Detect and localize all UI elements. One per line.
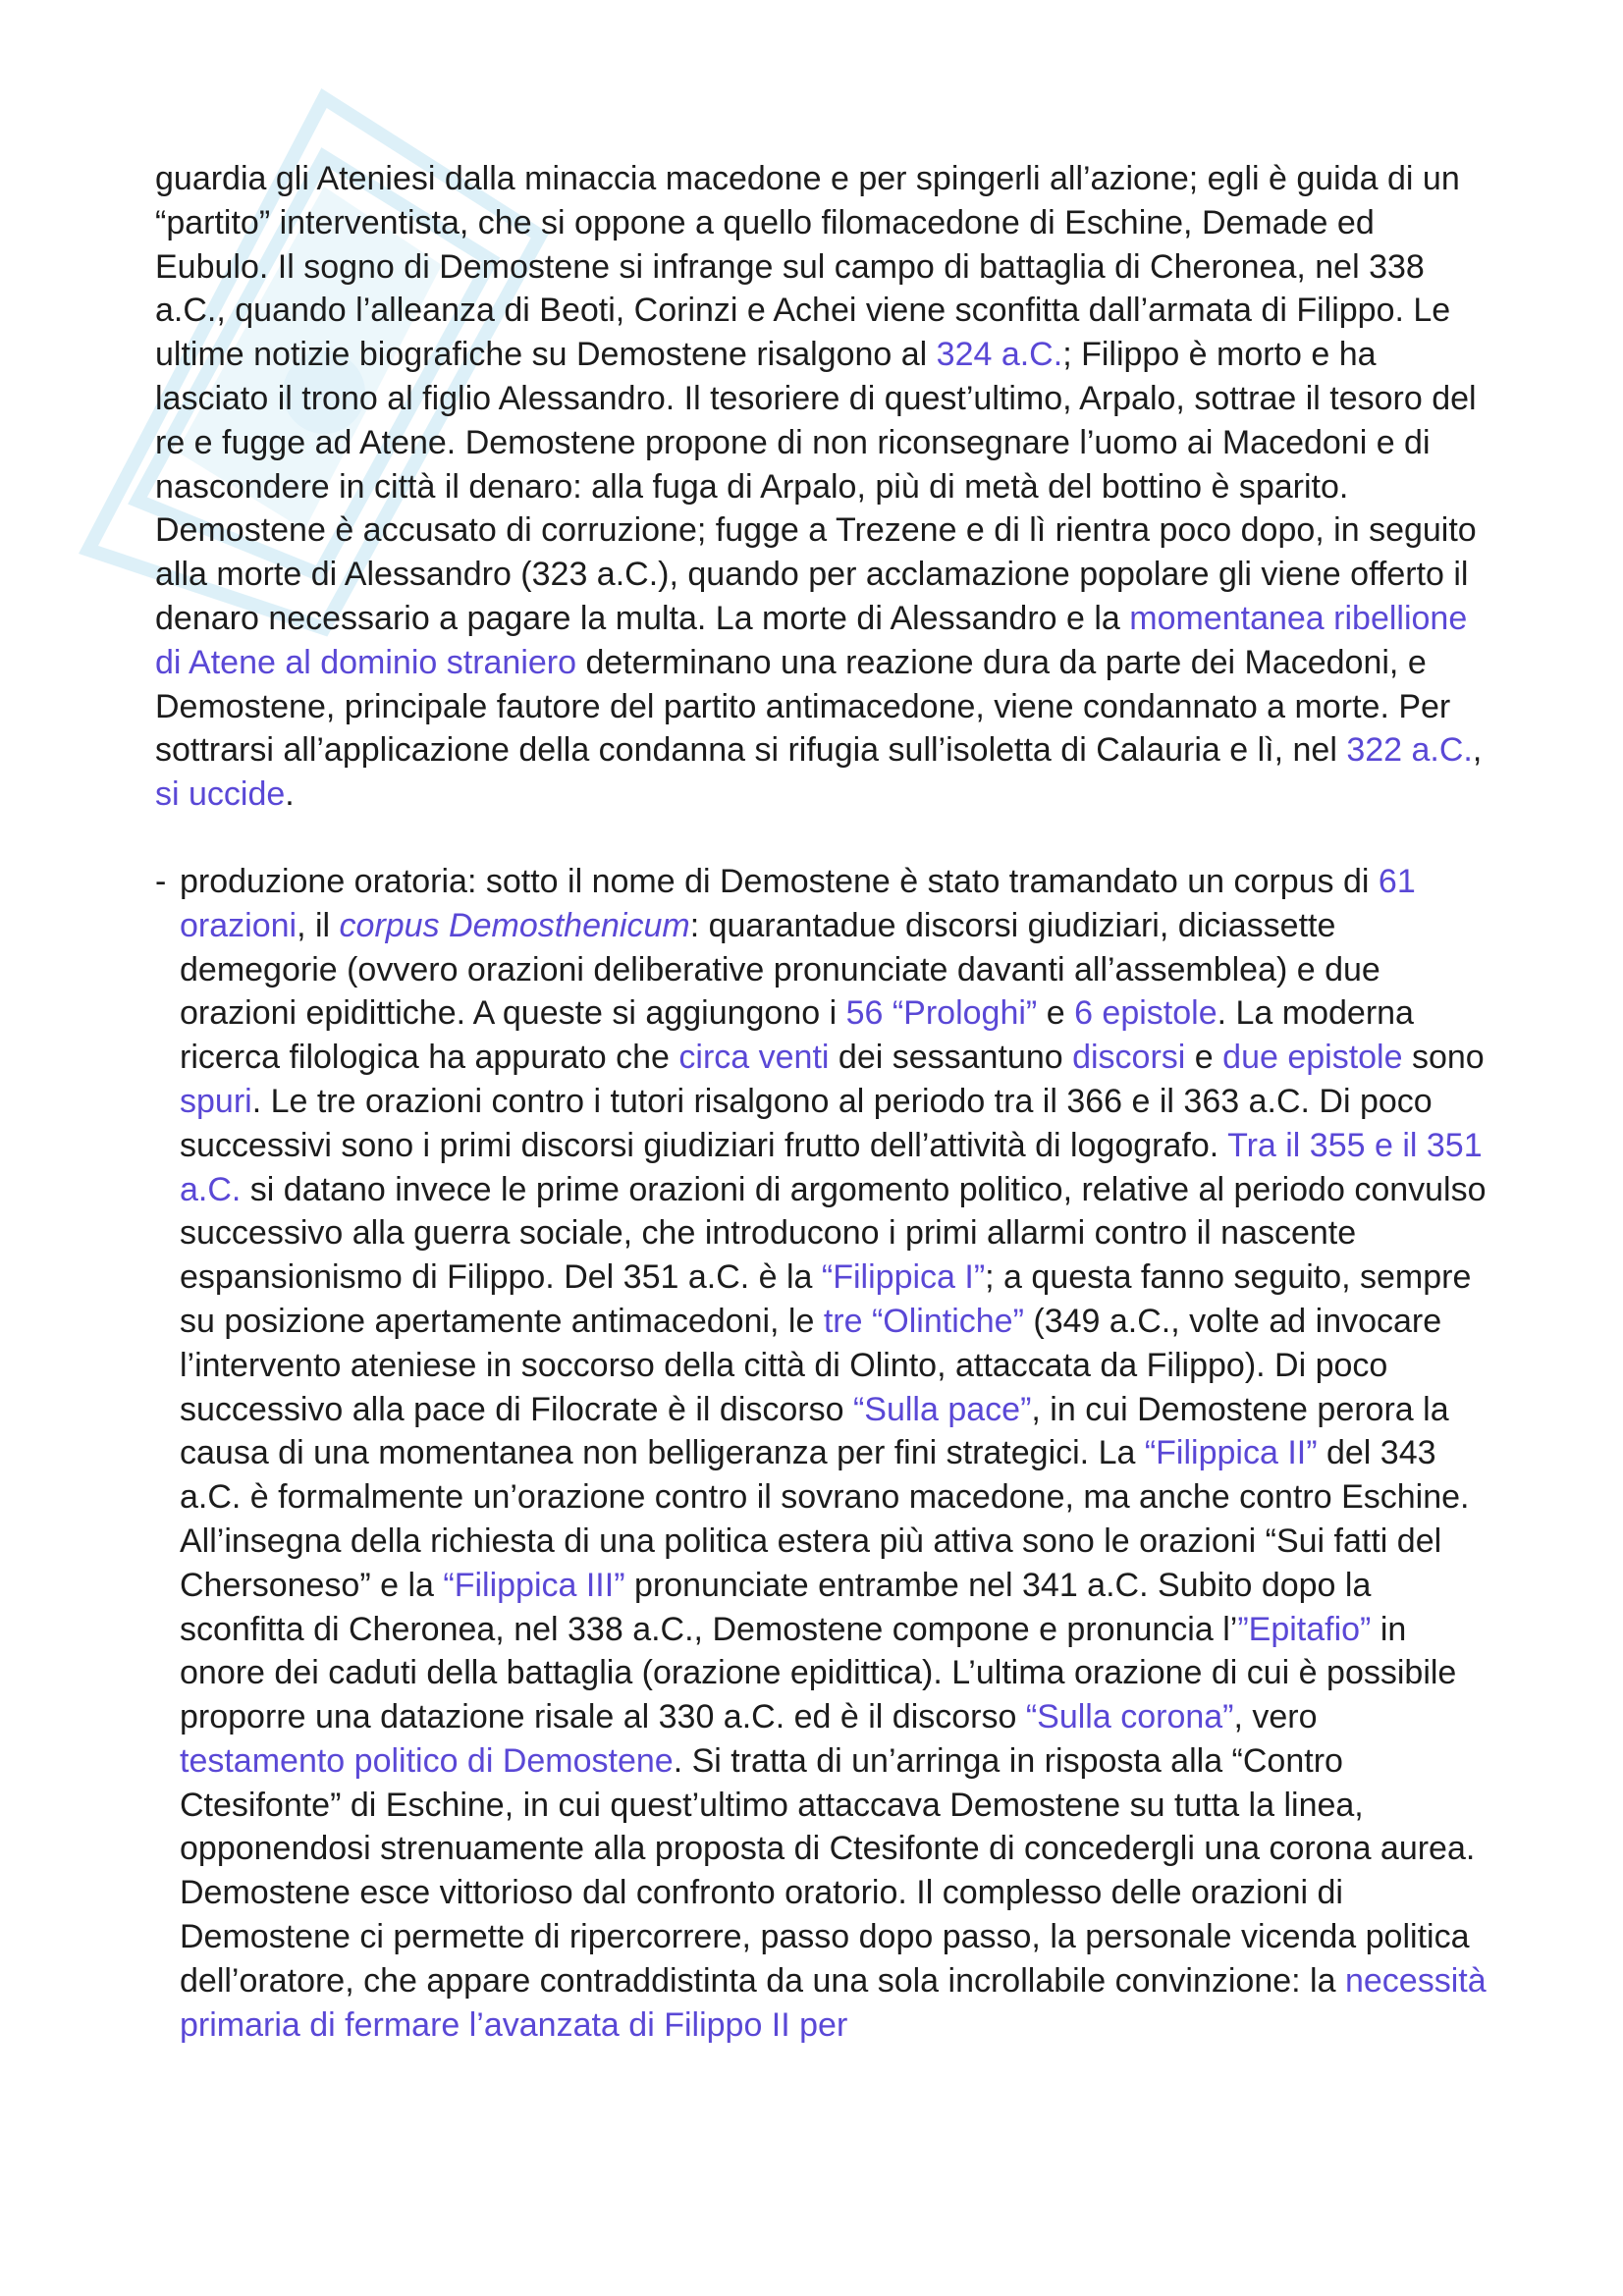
highlighted-text: si uccide [155, 775, 286, 814]
text-segment: in onore dei caduti della battaglia (orazione epidittica). L’ultima orazione di cui è possibile proporre una datazione risale al 330 a.C. ed è il discorso [180, 1610, 1457, 1736]
highlighted-text: ”Epitafio” [1237, 1610, 1372, 1648]
text-segment: . La moderna ricerca filologica ha appurato che [180, 994, 1414, 1077]
highlighted-text: “Filippica II” [1144, 1434, 1318, 1472]
highlighted-text: 56 “Prologhi” [845, 994, 1038, 1033]
text-segment: . Le tre orazioni contro i tutori risalgono al periodo tra il 366 e il 363 a.C. Di poco successivi sono i primi discorsi giudiziari frutto dell’attività di logografo. [180, 1082, 1433, 1164]
text-segment: del 343 a.C. è formalmente un’orazione contro il sovrano macedone, ma anche contro Eschine. All’insegna della richiesta di una politica estera più attiva sono le orazioni “Sui fatti del Chersoneso” e la [180, 1434, 1470, 1604]
text-segment: e [1037, 994, 1075, 1033]
highlighted-text: 322 a.C. [1346, 731, 1473, 770]
text-segment: ; Filippo è morto e ha lasciato il trono al figlio Alessandro. Il tesoriere di quest’ultimo, Arpalo, sottrae il tesoro del re e fugge ad Atene. Demostene propone di non riconsegnare l’uomo ai Macedoni e di nascondere in città il denaro: alla fuga di Arpalo, più di metà del bottino è sparito. Demostene è accusato di corruzione; fugge a Trezene e di lì rientra poco dopo, in seguito alla morte di Alessandro (323 a.C.), quando per acclamazione popolare gli viene offerto il denaro necessario a pagare la multa. La morte di Alessandro e la [155, 336, 1477, 637]
oratory-production-list-item [155, 860, 1490, 2048]
text-segment: dei sessantuno [829, 1039, 1073, 1077]
text-segment: e [1185, 1039, 1223, 1077]
text-segment: determinano una reazione dura da parte dei Macedoni, e Demostene, principale fautore del partito antimacedone, viene condannato a morte. Per sottrarsi all’applicazione della condanna si rifugia sull’isoletta di Calauria e lì, nel [155, 643, 1451, 770]
text-segment: si datano invece le prime orazioni di argomento politico, relative al periodo convulso successivo alla guerra sociale, che introducono i primi allarmi contro il nascente espansionismo di Filippo. Del 351 a.C. è la [180, 1170, 1487, 1297]
highlighted-text: necessità primaria di fermare l’avanzata di Filippo II per [180, 1961, 1487, 2044]
highlighted-text: “Filippica I” [821, 1258, 986, 1297]
text-segment: , vero [1233, 1698, 1318, 1736]
text-segment: pronunciate entrambe nel 341 a.C. Subito dopo la sconfitta di Cheronea, nel 338 a.C., Demostene compone e pronuncia l’ [180, 1566, 1372, 1648]
highlighted-italic-text: corpus Demosthenicum [339, 906, 690, 944]
highlighted-text: momentanea ribellione di Atene al dominio straniero [155, 599, 1468, 681]
highlighted-text: spuri [180, 1082, 252, 1120]
highlighted-text: 324 a.C. [936, 336, 1063, 374]
highlighted-text: “Sulla pace” [852, 1390, 1032, 1428]
text-segment: . Si tratta di un’arringa in risposta alla “Contro Ctesifonte” di Eschine, in cui quest’ultimo attaccava Demostene su tutta la linea, opponendosi strenuamente alla proposta di Ctesifonte di concedergli una corona aurea. Demostene esce vittorioso dal confronto oratorio. Il complesso delle orazioni di Demostene ci permette di ripercorrere, passo dopo passo, la personale vicenda politica dell’oratore, che appare contraddistinta da una sola incrollabile convinzione: la [180, 1741, 1476, 2000]
text-segment: : quarantadue discorsi giudiziari, diciassette demegorie (ovvero orazioni deliberative pronunciate davanti all’assemblea) e due orazioni epidittiche. A queste si aggiungono i [180, 906, 1380, 1033]
highlighted-text: discorsi [1072, 1039, 1186, 1077]
text-segment: . [285, 775, 295, 814]
text-segment: sono [1402, 1039, 1485, 1077]
highlighted-text: due epistole [1222, 1039, 1403, 1077]
text-segment: produzione oratoria: sotto il nome di Demostene è stato tramandato un corpus di [180, 862, 1379, 900]
highlighted-text: Tra il 355 e il 351 a.C. [180, 1126, 1483, 1208]
text-segment: , il [297, 906, 340, 944]
highlighted-text: circa venti [678, 1039, 830, 1077]
highlighted-text: “Sulla corona” [1025, 1698, 1234, 1736]
text-segment: , in cui Demostene perora la causa di una momentanea non belligeranza per fini strategici. La [180, 1390, 1449, 1472]
text-segment: guardia gli Ateniesi dalla minaccia macedone e per spingerli all’azione; egli è guida di un “partito” interventista, che si oppone a quello filomacedone di Eschine, Demade ed Eubulo. Il sogno di Demostene si infrange sul campo di battaglia di Cheronea, nel 338 a.C., quando l’alleanza di Beoti, Corinzi e Achei viene sconfitta dall’armata di Filippo. Le ultime notizie biografiche su Demostene risalgono al [155, 160, 1460, 374]
highlighted-text: 61 orazioni [180, 862, 1416, 944]
text-segment: (349 a.C., volte ad invocare l’intervento ateniese in soccorso della città di Olinto, attaccata da Filippo). Di poco successivo alla pace di Filocrate è il discorso [180, 1302, 1442, 1428]
highlighted-text: 6 epistole [1074, 994, 1217, 1033]
text-segment: , [1472, 731, 1483, 770]
biography-paragraph [155, 157, 1490, 817]
highlighted-text: testamento politico di Demostene [180, 1741, 674, 1780]
highlighted-text: “Filippica III” [443, 1566, 625, 1604]
list-bullet: - [155, 862, 167, 900]
highlighted-text: tre “Olintiche” [823, 1302, 1024, 1340]
document-page [155, 157, 1490, 2047]
text-segment: ; a questa fanno seguito, sempre su posizione apertamente antimacedoni, le [180, 1258, 1472, 1340]
